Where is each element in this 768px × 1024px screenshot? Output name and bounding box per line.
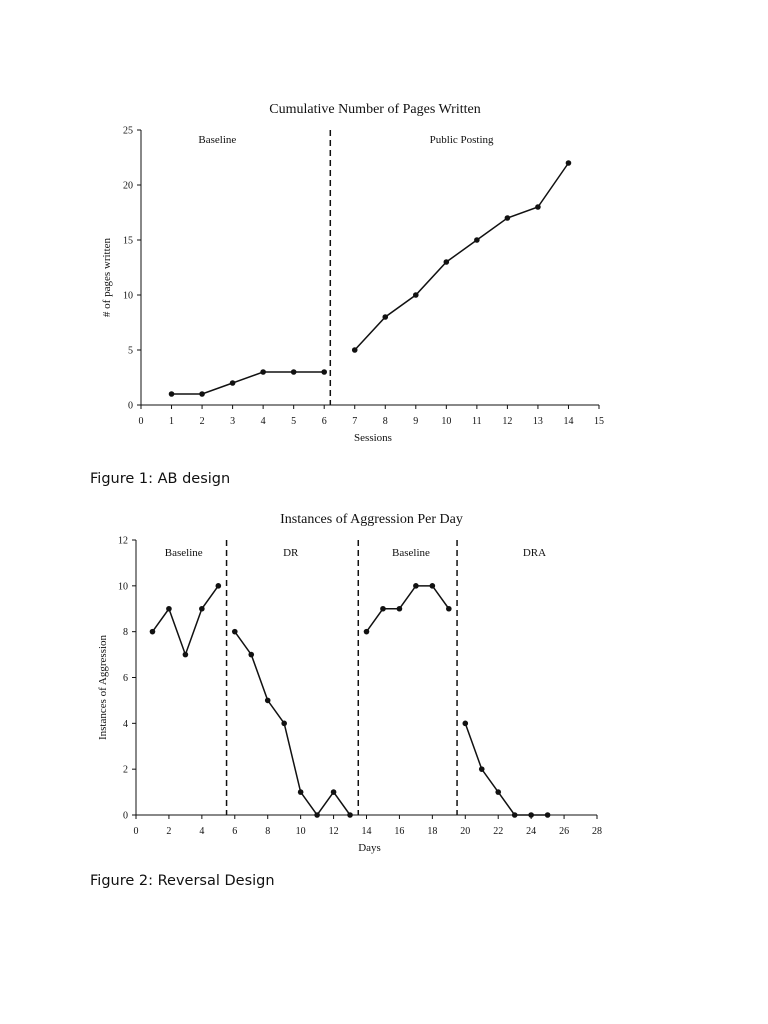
chart2-series-line-2 (235, 632, 350, 815)
chart1-data-point (413, 292, 419, 298)
chart1-data-point (505, 215, 511, 221)
chart1-data-point (566, 160, 572, 166)
chart2-data-point (462, 721, 468, 727)
chart1-phase-label: Public Posting (429, 134, 494, 146)
chart2-phase-label: DR (283, 547, 299, 559)
chart1-x-tick-label: 2 (199, 416, 205, 427)
chart2-series-line-4 (465, 723, 547, 815)
chart2-x-tick-label: 10 (295, 826, 306, 837)
chart2-x-tick-label: 16 (394, 826, 405, 837)
chart1-data-point (199, 391, 205, 397)
chart2-data-point (413, 583, 419, 589)
chart2-series-line-1 (152, 586, 218, 655)
chart2-data-point (298, 789, 304, 795)
chart2-phase-label: Baseline (392, 547, 430, 559)
chart2-y-tick-label: 12 (118, 535, 128, 547)
chart1-x-tick-label: 1 (169, 416, 175, 427)
chart2-data-point (199, 606, 205, 612)
chart2-data-point (446, 606, 452, 612)
chart2-svg (90, 500, 620, 865)
chart1-x-tick-label: 13 (532, 416, 543, 427)
chart1-data-point (535, 204, 541, 210)
chart-ab-design (90, 90, 620, 460)
chart1-x-tick-label: 5 (291, 416, 297, 427)
chart1-x-tick-label: 4 (260, 416, 266, 427)
chart1-x-tick-label: 12 (502, 416, 513, 427)
chart2-x-tick-label: 22 (493, 826, 504, 837)
chart2-y-tick-label: 8 (123, 627, 128, 639)
chart2-data-point (248, 652, 254, 658)
chart1-y-tick-label: 15 (123, 235, 133, 247)
chart2-data-point (216, 583, 222, 589)
chart2-data-point (545, 812, 551, 818)
chart2-data-point (430, 583, 436, 589)
chart1-x-axis-label: Sessions (354, 432, 392, 444)
chart1-x-tick-label: 10 (441, 416, 452, 427)
chart2-data-point (314, 812, 320, 818)
chart2-data-point (183, 652, 189, 658)
chart1-series-line-2 (355, 163, 569, 350)
chart2-phase-label: Baseline (164, 547, 203, 559)
chart2-data-point (281, 721, 287, 727)
chart1-phase-label: Baseline (198, 134, 237, 146)
chart2-data-point (495, 789, 501, 795)
chart2-y-tick-label: 2 (123, 764, 128, 776)
chart1-svg (90, 90, 620, 460)
chart2-x-tick-label: 2 (166, 826, 172, 837)
chart2-data-point (265, 698, 271, 704)
chart1-y-tick-label: 5 (128, 345, 133, 357)
chart2-series-line-3 (367, 586, 449, 632)
chart2-data-point (380, 606, 386, 612)
chart2-phase-label: DRA (522, 547, 547, 559)
chart2-data-point (166, 606, 172, 612)
chart1-x-tick-label: 9 (413, 416, 419, 427)
chart-reversal-design (90, 500, 620, 865)
chart2-x-tick-label: 4 (199, 826, 205, 837)
chart2-data-point (347, 812, 353, 818)
chart1-data-point (291, 369, 297, 375)
chart2-y-axis-label: Instances of Aggression (97, 634, 109, 741)
chart1-x-tick-label: 7 (352, 416, 358, 427)
chart1-x-tick-label: 3 (230, 416, 236, 427)
chart1-x-tick-label: 6 (321, 416, 327, 427)
chart1-data-point (382, 314, 388, 320)
chart1-y-tick-label: 0 (128, 400, 133, 412)
figure1-caption: Figure 1: AB design (90, 471, 231, 487)
chart1-data-point (474, 237, 480, 243)
chart1-data-point (230, 380, 236, 386)
chart2-data-point (150, 629, 156, 635)
chart2-x-tick-label: 20 (460, 826, 471, 837)
chart2-x-tick-label: 8 (265, 826, 271, 837)
chart2-y-tick-label: 4 (123, 718, 128, 730)
chart1-data-point (260, 369, 266, 375)
chart2-data-point (331, 789, 337, 795)
chart2-data-point (232, 629, 238, 635)
chart2-x-tick-label: 14 (361, 826, 372, 837)
figure2-caption: Figure 2: Reversal Design (90, 873, 275, 889)
chart1-x-tick-label: 14 (563, 416, 574, 427)
chart1-x-tick-label: 8 (382, 416, 388, 427)
chart1-data-point (321, 369, 327, 375)
chart2-x-tick-label: 28 (592, 826, 602, 837)
chart2-y-tick-label: 6 (123, 673, 128, 684)
chart1-y-tick-label: 20 (123, 180, 133, 192)
chart1-x-tick-label: 0 (138, 416, 144, 427)
chart1-y-tick-label: 25 (123, 125, 133, 137)
chart2-data-point (479, 766, 485, 772)
chart2-data-point (512, 812, 518, 818)
chart2-y-tick-label: 0 (123, 810, 128, 822)
chart2-data-point (364, 629, 370, 635)
chart2-x-tick-label: 12 (328, 826, 339, 837)
chart1-data-point (352, 347, 358, 353)
chart1-y-axis-label: # of pages written (101, 237, 113, 318)
chart1-y-tick-label: 10 (123, 290, 133, 302)
chart2-x-axis-label: Days (358, 842, 381, 854)
chart2-x-tick-label: 18 (427, 826, 438, 837)
chart2-x-tick-label: 0 (133, 826, 139, 837)
chart1-x-tick-label: 11 (472, 416, 482, 427)
chart1-data-point (444, 259, 450, 265)
chart1-series-line-1 (172, 372, 325, 394)
chart2-x-tick-label: 24 (526, 826, 537, 837)
chart1-title: Cumulative Number of Pages Written (269, 102, 481, 117)
chart2-x-tick-label: 6 (232, 826, 238, 837)
chart1-data-point (169, 391, 175, 397)
chart2-data-point (397, 606, 403, 612)
chart2-y-tick-label: 10 (118, 581, 128, 593)
chart2-title: Instances of Aggression Per Day (280, 512, 463, 527)
chart1-x-tick-label: 15 (594, 416, 604, 427)
chart2-data-point (528, 812, 534, 818)
chart2-x-tick-label: 26 (559, 826, 570, 837)
